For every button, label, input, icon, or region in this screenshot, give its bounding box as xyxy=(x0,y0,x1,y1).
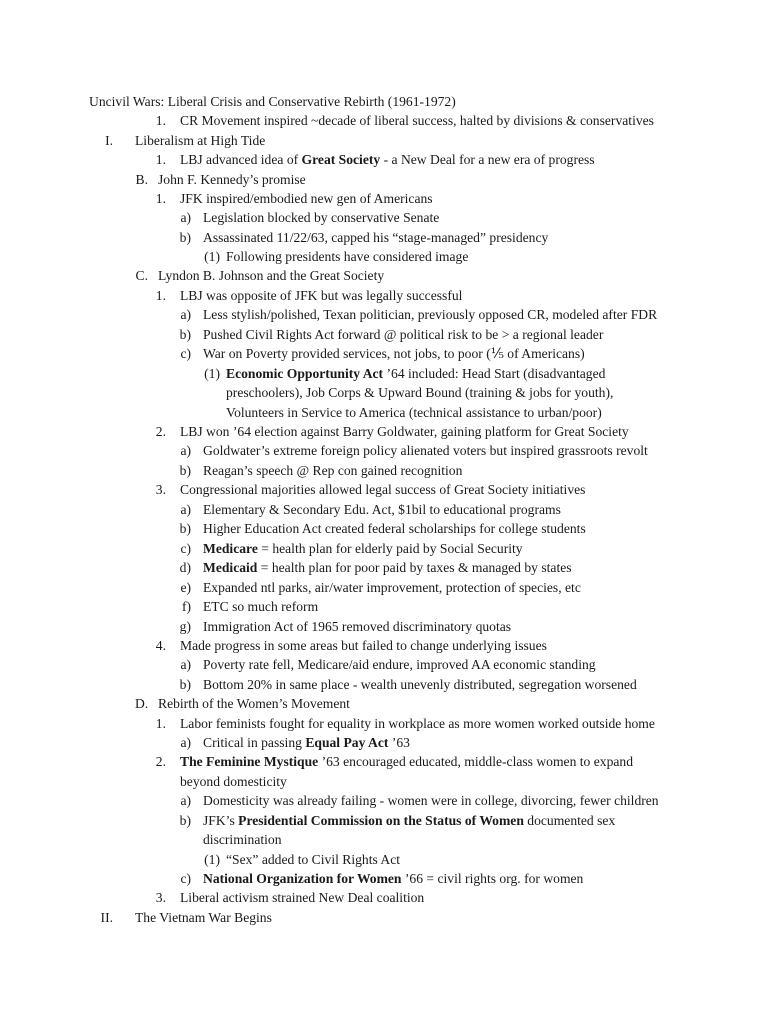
outline-marker: 4. xyxy=(155,638,166,653)
outline-line xyxy=(0,869,768,889)
outline-text: Liberal activism strained New Deal coalition xyxy=(180,890,425,905)
outline-marker: 1. xyxy=(155,152,166,167)
outline-line xyxy=(0,578,768,598)
outline-marker: 2. xyxy=(155,424,166,439)
outline-text: Labor feminists fought for equality in workplace as more women worked outside home xyxy=(180,716,655,731)
outline-marker: e) xyxy=(180,580,191,595)
outline-line xyxy=(0,461,768,481)
outline-text: John F. Kennedy’s promise xyxy=(158,172,306,187)
outline-text: The Feminine Mystique ’63 encouraged educated, middle-class women to expand xyxy=(180,754,634,769)
outline-line xyxy=(0,383,768,403)
outline-text: Lyndon B. Johnson and the Great Society xyxy=(158,268,385,283)
outline-line xyxy=(0,364,768,384)
outline-line xyxy=(0,305,768,325)
bold-term: Equal Pay Act xyxy=(305,735,389,750)
outline-text: LBJ advanced idea of Great Society - a New Deal for a new era of progress xyxy=(180,152,595,167)
outline-text: JFK’s Presidential Commission on the Status of Women documented sex xyxy=(203,813,616,828)
outline-text: discrimination xyxy=(203,832,282,847)
outline-text: Goldwater’s extreme foreign policy alienated voters but inspired grassroots revolt xyxy=(203,443,648,458)
outline-line xyxy=(0,441,768,461)
outline-marker: (1) xyxy=(204,852,220,867)
outline-marker: 2. xyxy=(155,754,166,769)
outline-line xyxy=(0,850,768,870)
outline-text: Expanded ntl parks, air/water improvement, protection of species, etc xyxy=(203,580,581,595)
outline-marker: a) xyxy=(180,210,191,225)
outline-text: Critical in passing Equal Pay Act ’63 xyxy=(203,735,410,750)
outline-line xyxy=(0,480,768,500)
outline-marker: (1) xyxy=(204,366,220,381)
outline-line xyxy=(0,675,768,695)
outline-line xyxy=(0,733,768,753)
outline-text: Made progress in some areas but failed to change underlying issues xyxy=(180,638,547,653)
outline-text: CR Movement inspired ~decade of liberal success, halted by divisions & conservatives xyxy=(180,113,654,128)
outline-marker: 1. xyxy=(155,191,166,206)
outline-text: Volunteers in Service to America (technical assistance to urban/poor) xyxy=(226,405,602,420)
outline-line xyxy=(0,791,768,811)
outline-line xyxy=(0,655,768,675)
bold-term: Economic Opportunity Act xyxy=(226,366,384,381)
bold-term: Medicare xyxy=(203,541,258,556)
bold-term: The Feminine Mystique xyxy=(180,754,319,769)
outline-text: Less stylish/polished, Texan politician, previously opposed CR, modeled after FDR xyxy=(203,307,658,322)
outline-marker: d) xyxy=(179,560,191,575)
outline-marker: 3. xyxy=(155,482,166,497)
outline-line xyxy=(0,422,768,442)
bold-term: National Organization for Women xyxy=(203,871,402,886)
outline-marker: c) xyxy=(180,871,191,886)
outline-marker: b) xyxy=(179,521,191,536)
outline-line xyxy=(0,344,768,364)
outline-line xyxy=(0,228,768,248)
outline-text: Legislation blocked by conservative Senate xyxy=(203,210,440,225)
outline-text: Medicaid = health plan for poor paid by taxes & managed by states xyxy=(203,560,572,575)
outline-marker: a) xyxy=(180,443,191,458)
outline-line xyxy=(0,811,768,831)
outline-text: National Organization for Women ’66 = civil rights org. for women xyxy=(203,871,584,886)
outline-text: Rebirth of the Women’s Movement xyxy=(158,696,350,711)
outline-line xyxy=(0,131,768,151)
outline-text: Pushed Civil Rights Act forward @ political risk to be > a regional leader xyxy=(203,327,604,342)
outline-marker: C. xyxy=(135,268,148,283)
outline-marker: c) xyxy=(180,346,191,361)
outline-marker: 1. xyxy=(155,113,166,128)
outline-line xyxy=(0,266,768,286)
outline-marker: a) xyxy=(180,735,191,750)
outline-marker: I. xyxy=(105,133,113,148)
outline-line xyxy=(0,908,768,928)
outline-text: War on Poverty provided services, not jobs, to poor (⅕ of Americans) xyxy=(203,346,585,361)
bold-term: Presidential Commission on the Status of Women xyxy=(238,813,524,828)
outline-marker: a) xyxy=(180,502,191,517)
outline-text: “Sex” added to Civil Rights Act xyxy=(226,852,401,867)
outline-marker: II. xyxy=(100,910,113,925)
outline-line xyxy=(0,772,768,792)
outline-text: The Vietnam War Begins xyxy=(135,910,272,925)
outline-marker: a) xyxy=(180,657,191,672)
outline-text: Assassinated 11/22/63, capped his “stage-managed” presidency xyxy=(203,230,549,245)
outline-line xyxy=(0,694,768,714)
outline-line xyxy=(0,636,768,656)
outline-line xyxy=(0,539,768,559)
outline-text: Immigration Act of 1965 removed discriminatory quotas xyxy=(203,619,512,634)
outline-document: Uncivil Wars: Liberal Crisis and Conservative Rebirth (1961-1972) 1. CR Movement inspired ~decade of liberal success, halted by divisions & conservatives I. Liberalism at High Tide 1. LBJ advanced idea of Great Society - a New Deal for a new era of progress B. John F. Kennedy’s promise 1. JFK inspired/embodied new gen of Americans a) Legislation blocked by conservative Senate b) Assassinated 11/22/63, capped his “stage-managed” presidency (1) Following presidents have considered image C. Lyndon B. Johnson and the Great Society 1. LBJ was opposite of JFK but was legally successful a) Less stylish/polished, Texan politician, previously opposed CR, modeled after FDR b) Pushed Civil Rights Act forward @ political risk to be > a regional leader c) War on Poverty provided services, not jobs, to poor (⅕ of Americans) (1) Economic Opportunity Act ’64 included: Head Start (disadvantaged preschoolers), Job Corps & Upward Bound (training & jobs for youth), Volunteers in Service to America (technical assistance to urban/poor) 2. LBJ won ’64 election against Barry Goldwater, gaining platform for Great Society a) Goldwater’s extreme foreign policy alienated voters but inspired grassroots revolt b) Reagan’s speech @ Rep con gained recognition 3. Congressional majorities allowed legal success of Great Society initiatives a) Elementary & Secondary Edu. Act, $1bil to educational programs b) Higher Education Act created federal scholarships for college students c) Medicare = health plan for elderly paid by Social Security d) Medicaid = health plan for poor paid by taxes & managed by states e) Expanded ntl parks, air/water improvement, protection of species, etc f) ETC so much reform g) Immigration Act of 1965 removed discriminatory quotas 4. Made progress in some areas but failed to change underlying issues a) Poverty rate fell, Medicare/aid endure, improved AA economic standing b) Bottom 20% in same place - wealth unevenly distributed, segregation worsened D. Rebirth of the Women’s Movement 1. Labor feminists fought for equality in workplace as more women worked outside home a) Critical in passing Equal Pay Act ’63 2. The Feminine Mystique ’63 encouraged educated, middle-class women to expand beyond domesticity a) Domesticity was already failing - women were in college, divorcing, fewer children b) JFK’s Presidential Commission on the Status of Women documented sex discrimination (1) “Sex” added to Civil Rights Act c) National Organization for Women ’66 = civil rights org. for women 3. Liberal activism strained New Deal coalition II. The Vietnam War Begins xyxy=(0,0,768,1024)
outline-line xyxy=(0,170,768,190)
outline-line xyxy=(0,830,768,850)
outline-text: preschoolers), Job Corps & Upward Bound (training & jobs for youth), xyxy=(226,385,614,400)
outline-marker: f) xyxy=(181,599,191,614)
outline-line xyxy=(0,189,768,209)
outline-text: Economic Opportunity Act ’64 included: Head Start (disadvantaged xyxy=(226,366,606,381)
outline-marker: 1. xyxy=(155,288,166,303)
outline-text: Bottom 20% in same place - wealth unevenly distributed, segregation worsened xyxy=(203,677,637,692)
outline-line xyxy=(0,519,768,539)
outline-text: Following presidents have considered image xyxy=(226,249,469,264)
outline-text: Elementary & Secondary Edu. Act, $1bil to educational programs xyxy=(203,502,561,517)
outline-line xyxy=(0,111,768,131)
outline-text: Poverty rate fell, Medicare/aid endure, improved AA economic standing xyxy=(203,657,596,672)
bold-term: Great Society xyxy=(301,152,381,167)
outline-marker: a) xyxy=(180,307,191,322)
outline-line xyxy=(0,325,768,345)
outline-marker: g) xyxy=(179,619,191,634)
bold-term: Medicaid xyxy=(203,560,258,575)
outline-line xyxy=(0,752,768,772)
outline-line xyxy=(0,558,768,578)
outline-line xyxy=(0,714,768,734)
outline-text: beyond domesticity xyxy=(180,774,287,789)
outline-marker: 3. xyxy=(155,890,166,905)
outline-line xyxy=(0,403,768,423)
outline-marker: 1. xyxy=(155,716,166,731)
outline-text: Liberalism at High Tide xyxy=(135,133,266,148)
outline-text: ETC so much reform xyxy=(203,599,319,614)
outline-marker: b) xyxy=(179,230,191,245)
outline-line xyxy=(0,617,768,637)
outline-marker: (1) xyxy=(204,249,220,264)
outline-text: LBJ was opposite of JFK but was legally successful xyxy=(180,288,463,303)
outline-line xyxy=(0,597,768,617)
outline-text: Medicare = health plan for elderly paid by Social Security xyxy=(203,541,523,556)
outline-marker: B. xyxy=(135,172,148,187)
outline-marker: b) xyxy=(179,327,191,342)
outline-text: Congressional majorities allowed legal success of Great Society initiatives xyxy=(180,482,586,497)
outline-text: LBJ won ’64 election against Barry Goldwater, gaining platform for Great Society xyxy=(180,424,629,439)
outline-marker: c) xyxy=(180,541,191,556)
outline-text: JFK inspired/embodied new gen of Americans xyxy=(180,191,433,206)
outline-text: Higher Education Act created federal scholarships for college students xyxy=(203,521,586,536)
outline-marker: b) xyxy=(179,813,191,828)
outline-marker: b) xyxy=(179,463,191,478)
outline-text: Reagan’s speech @ Rep con gained recognition xyxy=(203,463,463,478)
outline-marker: b) xyxy=(179,677,191,692)
outline-line xyxy=(0,286,768,306)
outline-line xyxy=(0,247,768,267)
outline-line xyxy=(0,500,768,520)
outline-text: Domesticity was already failing - women were in college, divorcing, fewer children xyxy=(203,793,659,808)
outline-line xyxy=(0,150,768,170)
outline-line xyxy=(0,208,768,228)
outline-marker: D. xyxy=(135,696,149,711)
outline-marker: a) xyxy=(180,793,191,808)
outline-line xyxy=(0,888,768,908)
